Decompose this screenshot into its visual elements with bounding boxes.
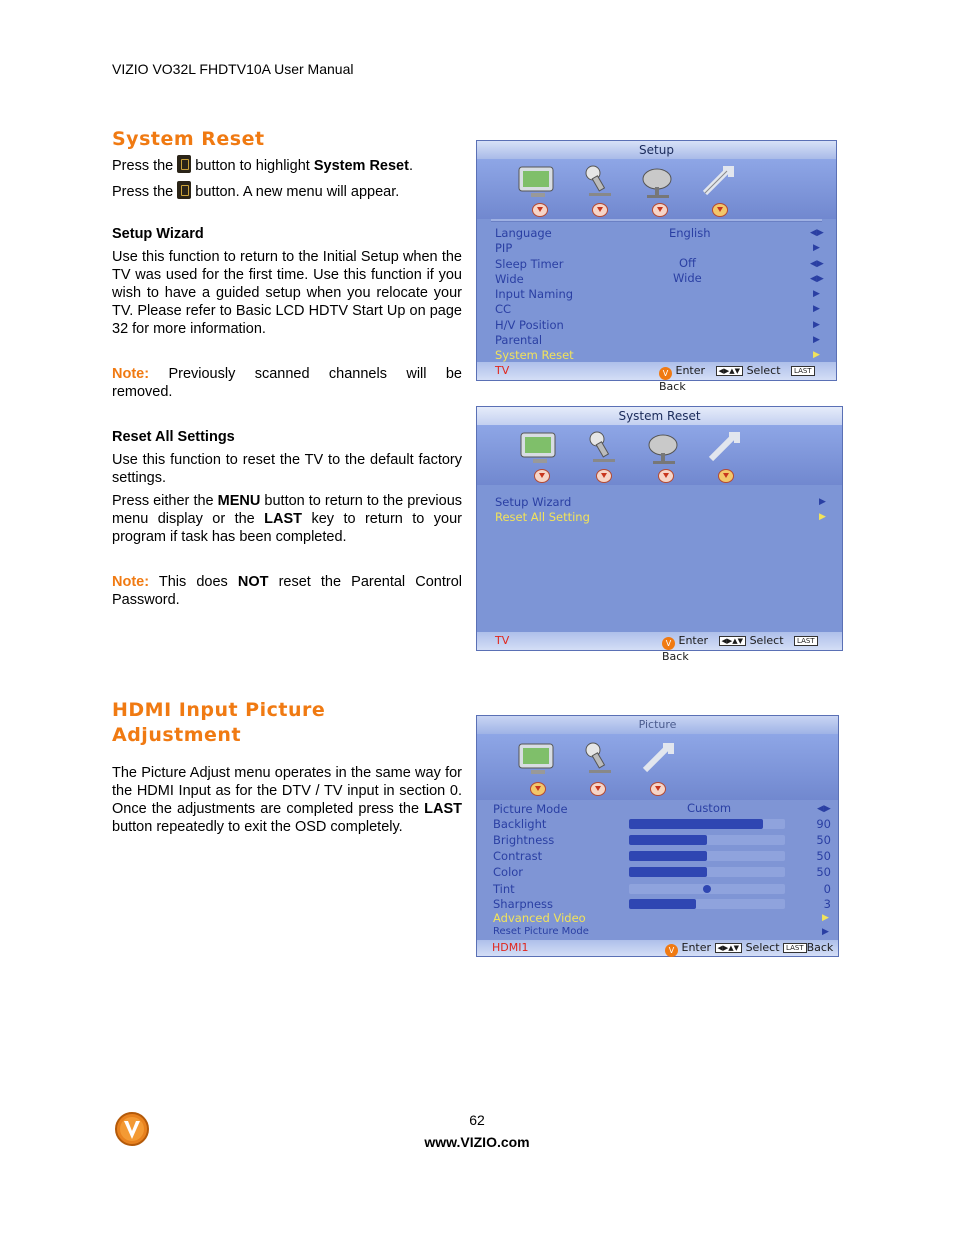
menu-item-wide[interactable]: Wide xyxy=(495,272,524,286)
line1-post: button to highlight xyxy=(191,158,314,174)
channel-button-icon xyxy=(177,155,191,173)
slider-label-tint[interactable]: Tint xyxy=(493,882,515,896)
menu-key-label: MENU xyxy=(217,493,261,509)
slider-label-brightness[interactable]: Brightness xyxy=(493,833,555,847)
section-heading-hdmi xyxy=(112,698,325,748)
slider-track-tint[interactable] xyxy=(629,884,785,894)
instruction-line-1 xyxy=(112,155,413,174)
manual-title: VIZIO VO32L FHDTV10A User Manual xyxy=(112,61,354,77)
slider-track-backlight[interactable] xyxy=(629,819,785,829)
menu-item-reset-picture-mode[interactable]: Reset Picture Mode xyxy=(493,926,589,937)
menu-item-sleep-timer[interactable]: Sleep Timer xyxy=(495,257,564,271)
menu-arrow: ▶ xyxy=(822,927,829,937)
note-not: NOT xyxy=(237,574,269,590)
picture-mode-value: Custom xyxy=(687,801,732,815)
hdmi-heading-line2: Adjustment xyxy=(112,724,242,746)
select-hint: Select xyxy=(749,634,784,647)
slider-value-tint: 0 xyxy=(823,882,831,896)
wrench-setup-icon xyxy=(637,740,681,778)
tab-arrow-active-icon xyxy=(530,782,546,796)
press-pre: Press either the xyxy=(112,493,218,509)
slider-fill xyxy=(629,835,707,845)
vizio-v-button-icon: V xyxy=(662,637,675,650)
setup-wizard-heading: Setup Wizard xyxy=(112,226,204,242)
satellite-dish-icon xyxy=(637,163,681,201)
menu-item-advanced-video[interactable]: Advanced Video xyxy=(493,911,586,925)
setup-menu-title: Setup xyxy=(477,141,836,159)
input-source: TV xyxy=(495,364,510,377)
hdmi-last-key: LAST xyxy=(424,801,462,817)
slider-track-contrast[interactable] xyxy=(629,851,785,861)
instruction-line-2 xyxy=(112,181,399,200)
tab-arrow-icon xyxy=(590,782,606,796)
last-key-icon: LAST xyxy=(794,636,818,646)
picture-menu-title: Picture xyxy=(477,716,838,734)
note-parental-password xyxy=(112,573,462,609)
menu-arrow: ◀▶ xyxy=(810,259,824,269)
slider-label-contrast[interactable]: Contrast xyxy=(493,849,543,863)
menu-footer xyxy=(477,940,838,956)
slider-value-backlight: 90 xyxy=(816,817,831,831)
menu-item-system-reset[interactable]: System Reset xyxy=(495,348,574,362)
section-heading-system-reset: System Reset xyxy=(112,128,265,150)
menu-arrow: ▶ xyxy=(813,350,820,360)
vizio-v-button-icon: V xyxy=(659,367,672,380)
slider-track-sharpness[interactable] xyxy=(629,899,785,909)
picture-tv-icon xyxy=(515,163,559,201)
setup-menu-screenshot xyxy=(476,140,837,393)
menu-item-cc[interactable]: CC xyxy=(495,302,512,316)
menu-item-language[interactable]: Language xyxy=(495,226,552,240)
tab-arrow-icon xyxy=(650,782,666,796)
arrow-keys-icon: ◀▶▲▼ xyxy=(715,943,743,953)
footer-hints xyxy=(662,634,842,663)
slider-fill xyxy=(629,899,696,909)
satellite-dish-icon xyxy=(643,429,687,467)
last-key-icon: LAST xyxy=(791,366,815,376)
menu-arrow: ▶ xyxy=(819,512,826,522)
tab-arrow-icon xyxy=(534,469,550,483)
menu-arrow: ◀▶ xyxy=(817,804,831,814)
reset-all-text: Use this function to reset the TV to the default factory settings. xyxy=(112,452,462,486)
audio-microphone-icon xyxy=(581,429,625,467)
menu-item-input-naming[interactable]: Input Naming xyxy=(495,287,574,301)
slider-fill xyxy=(629,851,707,861)
tab-arrow-active-icon xyxy=(712,203,728,217)
tab-arrow-icon xyxy=(596,469,612,483)
system-reset-menu-screenshot xyxy=(476,406,843,663)
menu-item-pip[interactable]: PIP xyxy=(495,241,513,255)
tab-arrow-icon xyxy=(592,203,608,217)
audio-microphone-icon xyxy=(577,163,621,201)
note-text: Previously scanned channels will be removed. xyxy=(112,366,462,400)
slider-label-color[interactable]: Color xyxy=(493,865,524,879)
last-key-icon: LAST xyxy=(783,943,807,953)
back-hint: Back xyxy=(659,380,686,393)
menu-arrow: ▶ xyxy=(813,243,820,253)
line2-post: button. A new menu will appear. xyxy=(191,184,400,200)
hdmi-heading-line1: HDMI Input Picture xyxy=(112,699,326,721)
menu-arrow: ◀▶ xyxy=(810,274,824,284)
back-hint: Back xyxy=(662,650,689,663)
arrow-keys-icon: ◀▶▲▼ xyxy=(719,636,747,646)
slider-label-sharpness[interactable]: Sharpness xyxy=(493,897,554,911)
reset-all-heading: Reset All Settings xyxy=(112,429,235,445)
menu-item-setup-wizard[interactable]: Setup Wizard xyxy=(495,495,572,509)
note-label: Note: xyxy=(112,366,150,382)
slider-track-brightness[interactable] xyxy=(629,835,785,845)
menu-arrow: ▶ xyxy=(822,913,829,923)
audio-microphone-icon xyxy=(577,740,621,778)
menu-value-language: English xyxy=(669,226,711,240)
note-scanned-channels xyxy=(112,365,462,401)
menu-arrow: ▶ xyxy=(813,335,820,345)
slider-fill xyxy=(629,819,763,829)
menu-arrow: ◀▶ xyxy=(810,228,824,238)
menu-arrow: ▶ xyxy=(813,304,820,314)
slider-track-color[interactable] xyxy=(629,867,785,877)
menu-arrow: ▶ xyxy=(813,289,820,299)
press-end: key to return to your program if task has been completed. xyxy=(112,511,462,545)
hdmi-text-end: button repeatedly to exit the OSD completely. xyxy=(112,819,403,835)
tab-arrow-icon xyxy=(532,203,548,217)
enter-hint: Enter xyxy=(678,634,709,647)
page-number: 62 xyxy=(469,1112,485,1128)
enter-hint: Enter xyxy=(681,941,712,954)
slider-value-brightness: 50 xyxy=(816,833,831,847)
line2-pre: Press the xyxy=(112,184,178,200)
slider-value-color: 50 xyxy=(816,865,831,879)
picture-menu-screenshot xyxy=(476,715,839,957)
slider-label-backlight[interactable]: Backlight xyxy=(493,817,547,831)
line1-end: . xyxy=(408,158,413,174)
press-menu-text xyxy=(112,492,462,546)
input-source: HDMI1 xyxy=(492,941,529,954)
menu-arrow: ▶ xyxy=(819,497,826,507)
enter-hint: Enter xyxy=(675,364,706,377)
note-end: reset the Parental Control Password. xyxy=(112,574,462,608)
vizio-v-button-icon: V xyxy=(665,944,678,957)
slider-knob[interactable] xyxy=(703,885,711,893)
arrow-keys-icon: ◀▶▲▼ xyxy=(716,366,744,376)
input-source: TV xyxy=(495,634,510,647)
volume-button-icon xyxy=(177,181,191,199)
tab-arrow-active-icon xyxy=(718,469,734,483)
system-reset-menu-title: System Reset xyxy=(477,407,842,425)
slider-value-sharpness: 3 xyxy=(823,897,831,911)
tab-arrow-icon xyxy=(652,203,668,217)
footer-hints xyxy=(665,941,833,957)
slider-fill xyxy=(629,867,707,877)
menu-value-sleep-timer: Off xyxy=(679,256,696,270)
line1-bold: System Reset xyxy=(313,158,409,174)
picture-mode-label[interactable]: Picture Mode xyxy=(493,802,568,816)
note-pre: This does xyxy=(149,574,238,590)
menu-item-parental[interactable]: Parental xyxy=(495,333,543,347)
hdmi-description xyxy=(112,764,462,836)
wrench-setup-icon xyxy=(697,163,741,201)
menu-item-reset-all-setting[interactable]: Reset All Setting xyxy=(495,510,590,524)
last-key-label: LAST xyxy=(264,511,303,527)
tab-arrow-icon xyxy=(658,469,674,483)
website-url[interactable]: www.VIZIO.com xyxy=(424,1134,530,1150)
back-hint: Back xyxy=(806,941,834,954)
select-hint: Select xyxy=(745,941,780,954)
menu-footer xyxy=(477,362,836,393)
menu-footer xyxy=(477,632,842,663)
setup-wizard-text: Use this function to return to the Initial Setup when the TV was used for the first time. Use this function if you wish to have a guided setup when you relocate your TV. Please refer to Basic LCD HDTV Start Up on page 32 for more information. xyxy=(112,249,462,337)
menu-value-wide: Wide xyxy=(673,271,702,285)
menu-item-hv-position[interactable]: H/V Position xyxy=(495,318,564,332)
picture-tv-icon xyxy=(515,740,559,778)
wrench-setup-icon xyxy=(703,429,747,467)
note-label: Note: xyxy=(112,574,150,590)
hdmi-text-pre: The Picture Adjust menu operates in the same way for the HDMI Input as for the DTV / TV input in section 0. Once the adjustments are completed press the xyxy=(112,765,462,817)
press-mid: button to return to the previous menu display or the xyxy=(112,493,463,527)
line1-pre: Press the xyxy=(112,158,178,174)
menu-arrow: ▶ xyxy=(813,320,820,330)
footer-hints xyxy=(659,364,836,393)
menu-divider xyxy=(491,219,822,222)
slider-value-contrast: 50 xyxy=(816,849,831,863)
picture-tv-icon xyxy=(517,429,561,467)
select-hint: Select xyxy=(746,364,781,377)
